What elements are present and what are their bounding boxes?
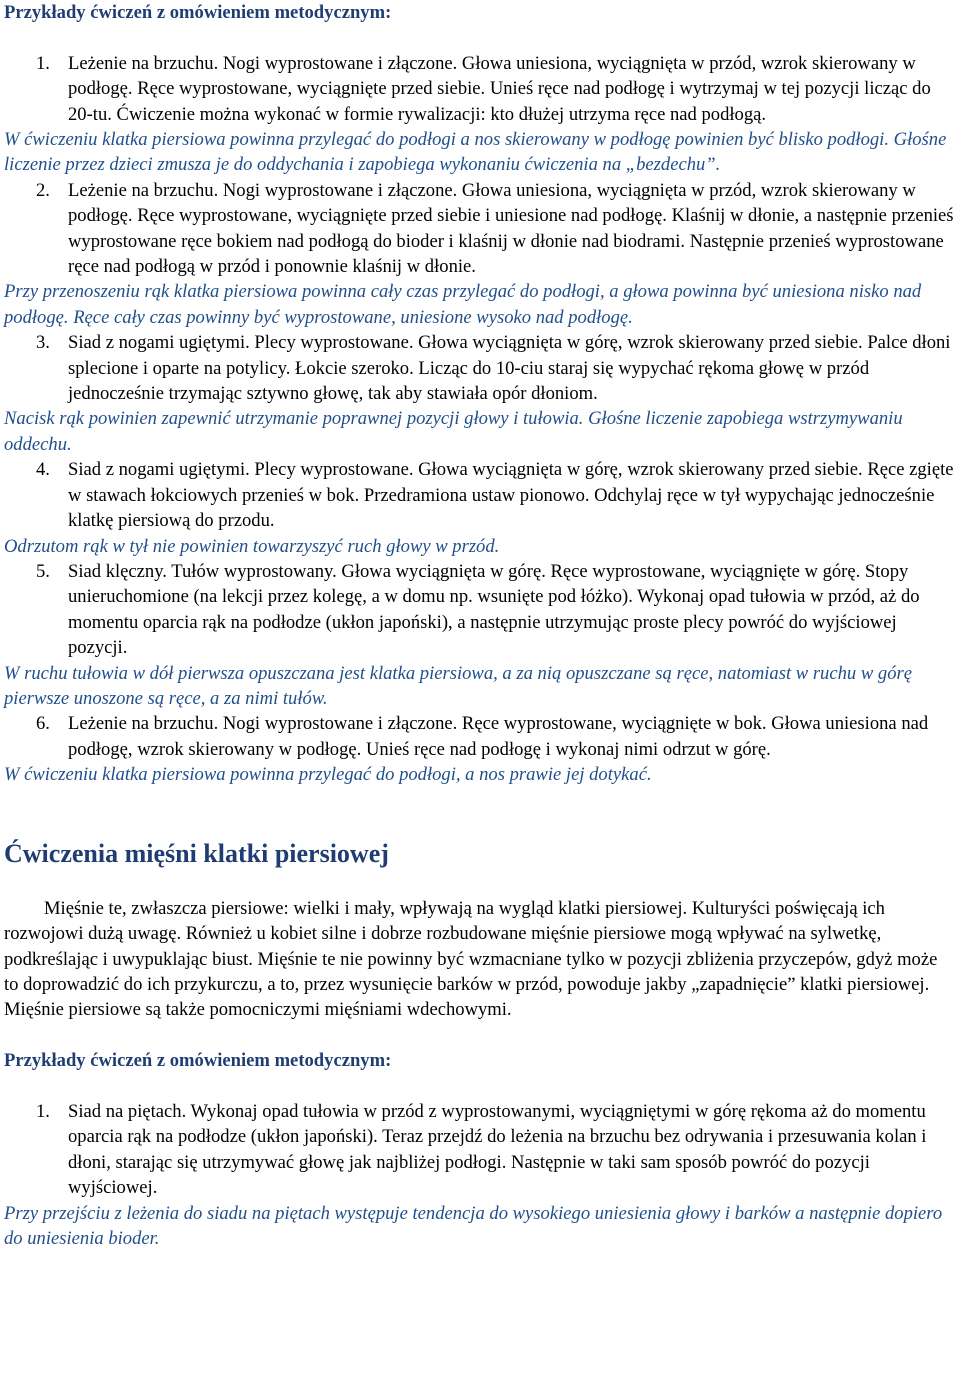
exercise-note: W ruchu tułowia w dół pierwsza opuszczana jest klatka piersiowa, a za nią opuszczane są ręce, natomiast w ruchu w górę pierwsze unoszone są ręce, a za nimi tułów. xyxy=(4,662,912,709)
exercise-item xyxy=(0,457,960,533)
exercise-note: Odrzutom rąk w tył nie powinien towarzyszyć ruch głowy w przód. xyxy=(4,535,500,557)
spacer xyxy=(0,788,960,813)
exercise-item xyxy=(0,330,960,406)
spacer xyxy=(0,870,960,895)
exercise-note: Przy przenoszeniu rąk klatka piersiowa powinna cały czas przylegać do podłogi, a głowa powinna być uniesiona nisko nad podłogę. Ręce cały czas powinny być wyprostowane, uniesione wysoko nad podłogę. xyxy=(4,281,922,328)
exercise-text: Siad na piętach. Wykonaj opad tułowia w przód z wyprostowanymi, wyciągniętymi w górę rękoma aż do momentu oparcia rąk na podłodze (ukłon japoński). Teraz przejdź do leżenia na brzuchu bez odrywania i przesuwania kolan i dłoni, starając się utrzymywać głowę jak najbliżej podłogi. Następnie w taki sam sposób powróć do pozycji wyjściowej. xyxy=(68,1100,927,1199)
exercise-note: Nacisk rąk powinien zapewnić utrzymanie poprawnej pozycji głowy i tułowia. Głośne liczenie zapobiega wstrzymywaniu oddechu. xyxy=(4,408,903,455)
section-title: Ćwiczenia mięśni klatki piersiowej xyxy=(4,839,389,869)
exercise-item xyxy=(0,178,960,280)
exercise-note: W ćwiczeniu klatka piersiowa powinna przylegać do podłogi a nos skierowany w podłogę powinien być blisko podłogi. Głośne liczenie przez dzieci zmusza je do oddychania i zapobiega wykonaniu ćwiczenia na „bezdechu”. xyxy=(4,129,947,176)
exercise-number: 4. xyxy=(36,459,50,481)
exercise-item xyxy=(0,559,960,661)
page-heading-examples: Przykłady ćwiczeń z omówieniem metodycznym: xyxy=(4,2,392,23)
spacer xyxy=(0,813,960,838)
exercise-item xyxy=(0,51,960,127)
exercise-text: Siad z nogami ugiętymi. Plecy wyprostowane. Głowa wyciągnięta w górę, wzrok skierowany przed siebie. Palce dłoni splecione i oparte na potylicy. Łokcie szeroko. Licząc do 10-ciu staraj się wypychać rękoma głowę w przód jednocześnie trzymając sztywno głowę, tak aby stawiała opór dłoniom. xyxy=(68,332,951,405)
exercise-item xyxy=(0,1099,960,1201)
exercise-number: 2. xyxy=(36,179,50,201)
section-paragraph: Mięśnie te, zwłaszcza piersiowe: wielki i mały, wpływają na wygląd klatki piersiowej. Kulturyści poświęcają ich rozwojowi dużą uwagę. Również u kobiet silne i dobrze rozbudowane mięśnie piersiowe mogą wpływać na sylwetkę, podkreślając i uwypuklając biust. Mięśnie te nie powinny być wzmacniane tylko w pozycji zbliżenia przyczepów, gdyż może to doprowadzić do ich przykurczu, a to, przez wysunięcie barków w przód, powoduje jakby „zapadnięcie” klatki piersiowej. Mięśnie piersiowe są także pomocniczymi mięśniami wdechowymi. xyxy=(4,897,938,1021)
spacer xyxy=(0,1074,960,1099)
exercise-note: Przy przejściu z leżenia do siadu na piętach występuje tendencja do wysokiego uniesienia głowy i barków a następnie dopiero do uniesienia bioder. xyxy=(4,1202,943,1249)
exercise-number: 5. xyxy=(36,560,50,582)
exercise-number: 1. xyxy=(36,1100,50,1122)
exercise-text: Leżenie na brzuchu. Nogi wyprostowane i złączone. Głowa uniesiona, wyciągnięta w przód, wzrok skierowany w podłogę. Ręce wyprostowane, wyciągnięte przed siebie i uniesione nad podłogę. Klaśnij w dłonie, a następnie przenieś wyprostowane ręce bokiem nad podłogą do bioder i klaśnij w dłonie nad biodrami. Następnie przenieś wyprostowane ręce nad podłogą w przód i ponownie klaśnij w dłonie. xyxy=(68,179,954,278)
exercise-text: Siad klęczny. Tułów wyprostowany. Głowa wyciągnięta w górę. Ręce wyprostowane, wyciągnięte w górę. Stopy unieruchomione (na lekcji przez kolegę, a w domu np. wsunięte pod łóżko). Wykonaj opad tułowia w przód, aż do momentu oparcia rąk na podłodze (ukłon japoński), a następnie utrzymując proste plecy powróć do wyjściowej pozycji. xyxy=(68,560,920,659)
spacer xyxy=(0,1023,960,1048)
exercise-note: W ćwiczeniu klatka piersiowa powinna przylegać do podłogi, a nos prawie jej dotykać. xyxy=(4,764,652,786)
exercise-number: 6. xyxy=(36,713,50,735)
exercise-number: 1. xyxy=(36,52,50,74)
exercise-text: Siad z nogami ugiętymi. Plecy wyprostowane. Głowa wyciągnięta w górę, wzrok skierowany przed siebie. Ręce zgięte w stawach łokciowych przenieś w bok. Przedramiona ustaw pionowo. Odchylaj ręce w tył wypychając jednocześnie klatkę piersiową do przodu. xyxy=(68,459,954,532)
exercise-number: 3. xyxy=(36,332,50,354)
spacer xyxy=(0,25,960,50)
exercise-item xyxy=(0,711,960,762)
exercise-text: Leżenie na brzuchu. Nogi wyprostowane i złączone. Ręce wyprostowane, wyciągnięte w bok. Głowa uniesiona nad podłogę, wzrok skierowany w podłogę. Unieś ręce nad podłogę i wykonaj nimi odrzut w górę. xyxy=(68,713,929,760)
exercise-text: Leżenie na brzuchu. Nogi wyprostowane i złączone. Głowa uniesiona, wyciągnięta w przód, wzrok skierowany w podłogę. Ręce wyprostowane, wyciągnięte przed siebie. Unieś ręce nad podłogę i wytrzymaj w tej pozycji licząc do 20-tu. Ćwiczenie można wykonać w formie rywalizacji: kto dłużej utrzyma ręce nad podłogą. xyxy=(68,52,931,125)
page-heading-examples: Przykłady ćwiczeń z omówieniem metodycznym: xyxy=(4,1050,392,1072)
